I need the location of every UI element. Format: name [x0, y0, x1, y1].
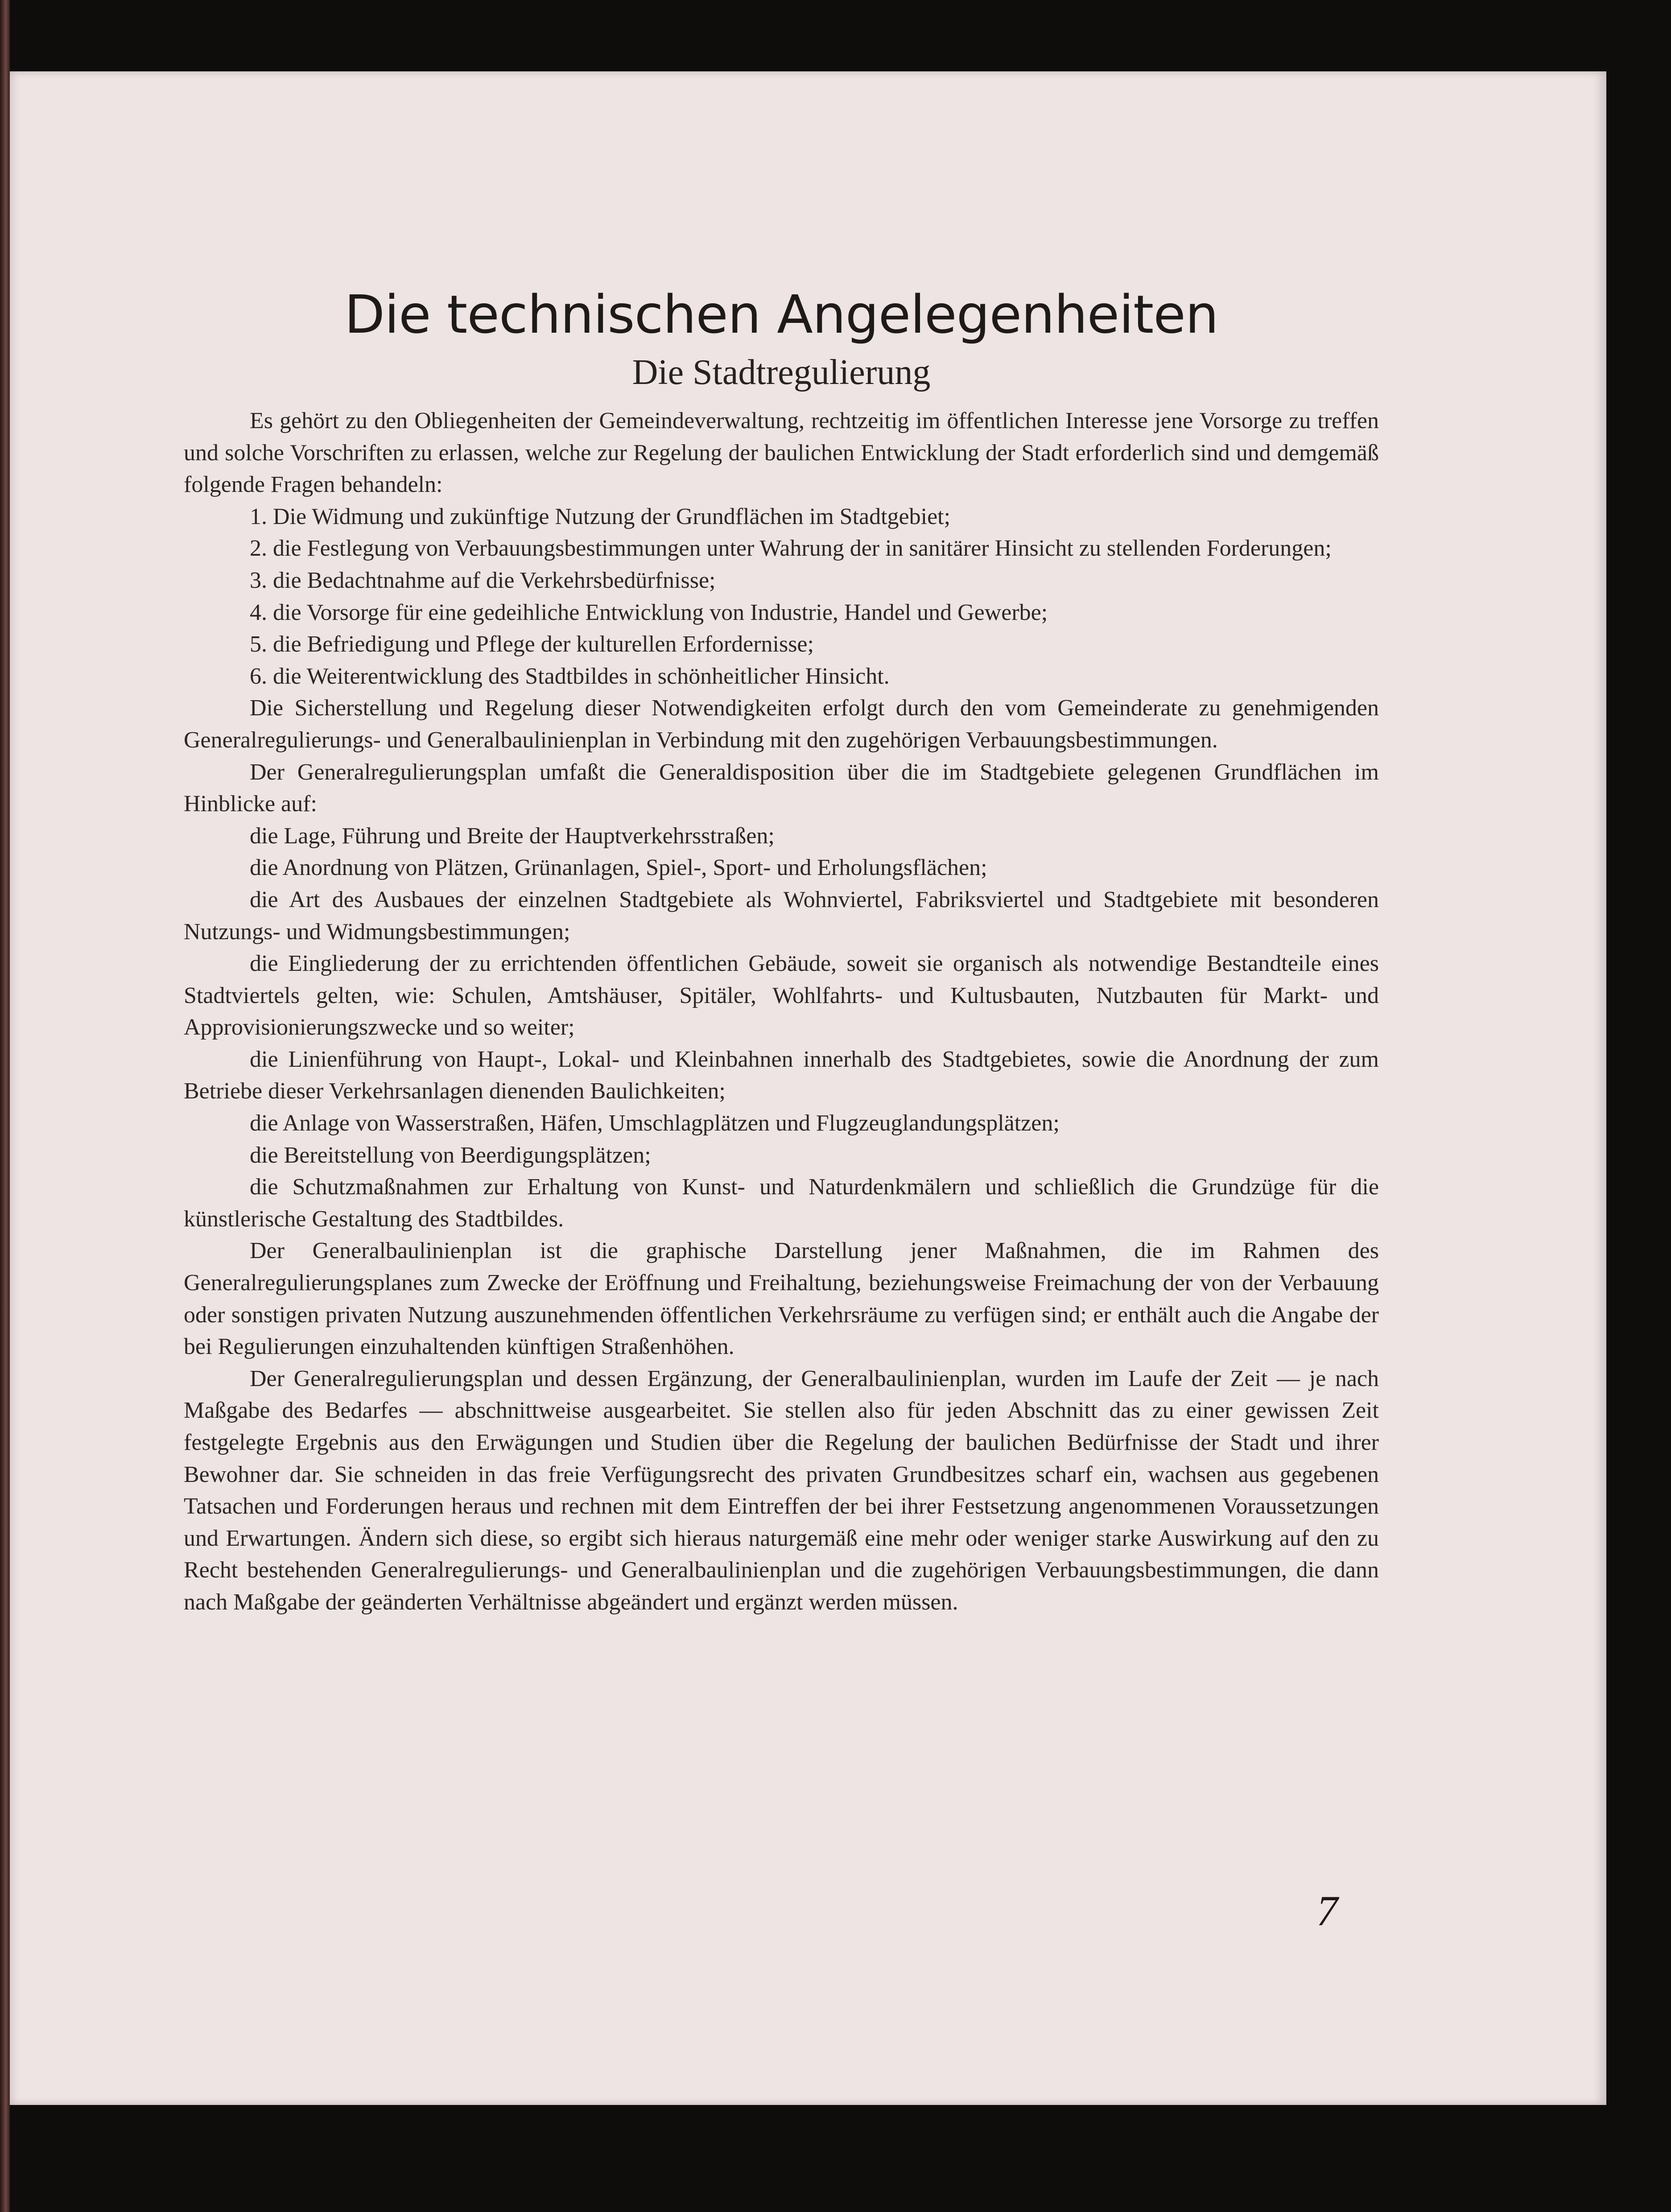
paragraph-generalbaulinienplan: Der Generalbaulinienplan ist die graphische Darstellung jener Maßnahmen, die im Rahmen des Generalregulierungsplanes zum Zwecke der Eröffnung und Freihaltung, beziehungsweise Freimachung der von der Verbauung oder sonstigen privaten Nutzung auszunehmenden öffentlichen Verkehrsräume zu verfügen sind; er enthält auch die Angabe der bei Regulierungen einzuhaltenden künftigen Straßenhöhen.: [184, 1238, 1379, 1360]
page-content: [184, 281, 1379, 1618]
paragraph-generalregulierungsplan: Der Generalregulierungsplan umfaßt die Generaldisposition über die im Stadtgebiete gelegenen Grundflächen im Hinblicke auf:: [184, 759, 1379, 817]
chapter-title: Die technischen Angelegenheiten: [344, 284, 1218, 345]
list-item-1: 1. Die Widmung und zukünftige Nutzung der Grundflächen im Stadtgebiet;: [250, 503, 951, 529]
plan-item-bahnen: die Linienführung von Haupt-, Lokal- und Kleinbahnen innerhalb des Stadtgebietes, sowie die Anordnung der zum Betriebe dieser Verkehrsanlagen dienenden Baulichkeiten;: [184, 1046, 1379, 1104]
paragraph-sicherstellung: Die Sicherstellung und Regelung dieser Notwendigkeiten erfolgt durch den vom Gemeinderate zu genehmigenden Generalregulierungs- und Generalbaulinienplan in Verbindung mit den zugehörigen Verbauungsbestimmungen.: [184, 695, 1379, 753]
list-item-2: 2. die Festlegung von Verbauungsbestimmungen unter Wahrung der in sanitärer Hinsicht zu stellenden Forderungen;: [250, 536, 1332, 561]
list-item-4: 4. die Vorsorge für eine gedeihliche Entwicklung von Industrie, Handel und Gewerbe;: [250, 599, 1048, 625]
page-number: 7: [1316, 1887, 1338, 1935]
plan-item-ausbau: die Art des Ausbaues der einzelnen Stadtgebiete als Wohnviertel, Fabriksviertel und Stadtgebiete mit besonderen Nutzungs- und Widmungsbestimmungen;: [184, 887, 1379, 945]
paragraph-ausarbeitung: Der Generalregulierungsplan und dessen Ergänzung, der Generalbaulinienplan, wurden im Laufe der Zeit — je nach Maßgabe des Bedarfes — abschnittweise ausgearbeitet. Sie stellen also für jeden Abschnitt das zu einer gewissen Zeit festgelegte Ergebnis aus den Erwägungen und Studien über die Regelung der baulichen Bedürfnisse der Stadt und ihrer Bewohner dar. Sie schneiden in das freie Verfügungsrecht des privaten Grundbesitzes scharf ein, wachsen aus gegebenen Tatsachen und Forderungen heraus und rechnen mit dem Eintreffen der bei ihrer Festsetzung angenommenen Voraussetzungen und Erwartungen. Ändern sich diese, so ergibt sich hieraus naturgemäß eine mehr oder weniger starke Auswirkung auf den zu Recht bestehenden Generalregulierungs- und Generalbaulinienplan und die zugehörigen Verbauungsbestimmungen, die dann nach Maßgabe der geänderten Verhältnisse abgeändert und ergänzt werden müssen.: [184, 1366, 1379, 1615]
plan-item-plaetze: die Anordnung von Plätzen, Grünanlagen, Spiel-, Sport- und Erholungsflächen;: [250, 855, 987, 881]
list-item-6: 6. die Weiterentwicklung des Stadtbildes in schönheitlicher Hinsicht.: [250, 663, 890, 689]
paragraph-intro: Es gehört zu den Obliegenheiten der Gemeindeverwaltung, rechtzeitig im öffentlichen Interesse jene Vorsorge zu treffen und solche Vorschriften zu erlassen, welche zur Regelung der baulichen Entwicklung der Stadt erforderlich sind und demgemäß folgende Fragen behandeln:: [184, 408, 1379, 498]
book-spine: [0, 0, 10, 2212]
book-page: [10, 71, 1606, 2105]
plan-item-gebaeude: die Eingliederung der zu errichtenden öffentlichen Gebäude, soweit sie organisch als notwendige Bestandteile eines Stadtviertels gelten, wie: Schulen, Amtshäuser, Spitäler, Wohlfahrts- und Kultusbauten, Nutzbauten für Markt- und Approvisionierungszwecke und so weiter;: [184, 951, 1379, 1040]
plan-item-hauptverkehrsstrassen: die Lage, Führung und Breite der Hauptverkehrsstraßen;: [250, 823, 775, 849]
plan-item-beerdigungsplaetze: die Bereitstellung von Beerdigungsplätzen;: [250, 1142, 651, 1168]
plan-item-wasserstrassen: die Anlage von Wasserstraßen, Häfen, Umschlagplätzen und Flugzeuglandungsplätzen;: [250, 1110, 1060, 1136]
section-title: Die Stadtregulierung: [632, 353, 931, 392]
list-item-5: 5. die Befriedigung und Pflege der kulturellen Erfordernisse;: [250, 631, 814, 657]
list-item-3: 3. die Bedachtnahme auf die Verkehrsbedürfnisse;: [250, 567, 716, 593]
plan-item-schutzmassnahmen: die Schutzmaßnahmen zur Erhaltung von Kunst- und Naturdenkmälern und schließlich die Grundzüge für die künstlerische Gestaltung des Stadtbildes.: [184, 1174, 1379, 1232]
